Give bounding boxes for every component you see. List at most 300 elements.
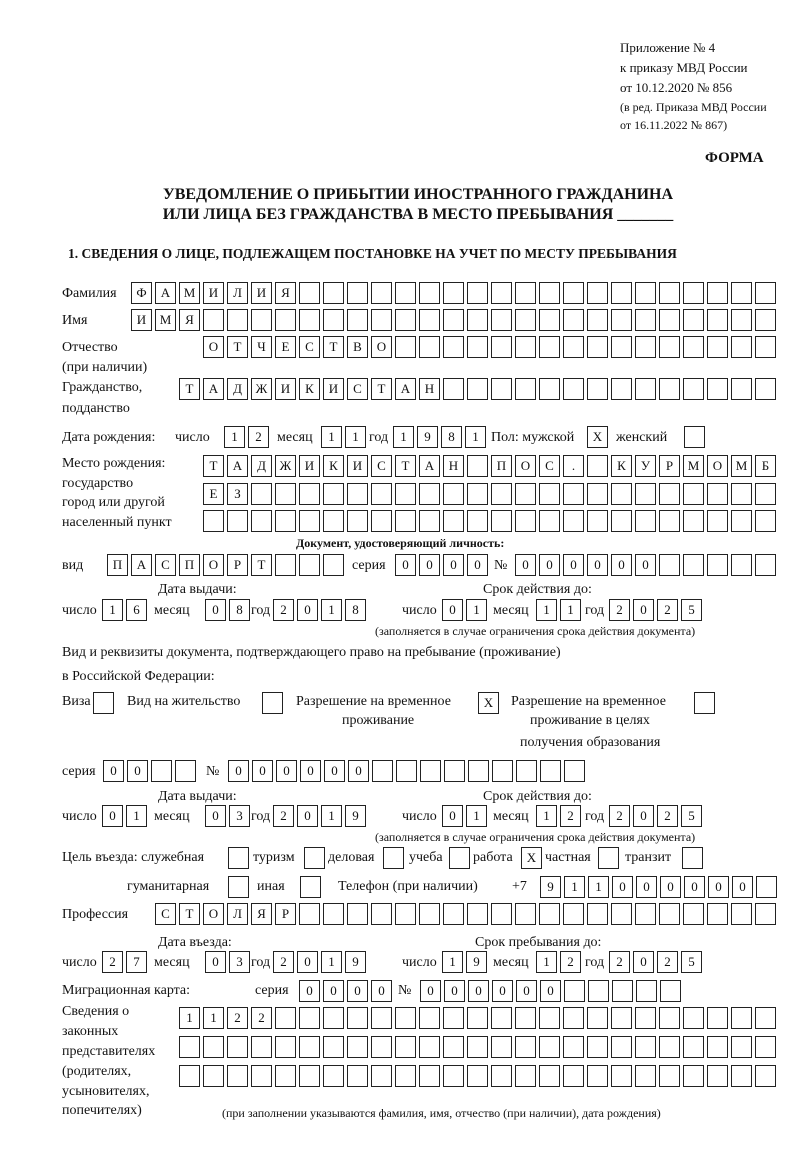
char-cell[interactable] (731, 378, 752, 400)
char-cell[interactable]: 0 (348, 760, 369, 782)
char-cell[interactable]: 0 (347, 980, 368, 1002)
char-cell[interactable]: И (131, 309, 152, 331)
char-cell[interactable] (635, 309, 656, 331)
char-cell[interactable]: О (371, 336, 392, 358)
char-cell[interactable] (731, 554, 752, 576)
char-cell[interactable] (227, 309, 248, 331)
char-cell[interactable]: Р (227, 554, 248, 576)
char-cell[interactable]: Т (371, 378, 392, 400)
purpose-private-checkbox[interactable] (598, 847, 619, 869)
char-cell[interactable] (515, 510, 536, 532)
char-cell[interactable]: 0 (395, 554, 416, 576)
char-cell[interactable] (683, 1065, 704, 1087)
char-cell[interactable] (683, 483, 704, 505)
char-cell[interactable] (371, 903, 392, 925)
char-cell[interactable]: И (347, 455, 368, 477)
char-cell[interactable] (707, 483, 728, 505)
entry-year-field[interactable] (273, 951, 366, 973)
char-cell[interactable] (587, 903, 608, 925)
char-cell[interactable]: 0 (228, 760, 249, 782)
char-cell[interactable] (611, 282, 632, 304)
char-cell[interactable]: 8 (229, 599, 250, 621)
char-cell[interactable]: Б (755, 455, 776, 477)
id-doc-number-field[interactable] (515, 554, 776, 576)
purpose-other-checkbox[interactable] (300, 876, 321, 898)
char-cell[interactable]: Ж (251, 378, 272, 400)
char-cell[interactable]: 0 (515, 554, 536, 576)
char-cell[interactable] (564, 980, 585, 1002)
char-cell[interactable] (323, 554, 344, 576)
char-cell[interactable] (443, 336, 464, 358)
char-cell[interactable]: 0 (102, 805, 123, 827)
char-cell[interactable]: 0 (660, 876, 681, 898)
char-cell[interactable] (491, 282, 512, 304)
char-cell[interactable]: Т (179, 378, 200, 400)
char-cell[interactable]: 9 (345, 805, 366, 827)
char-cell[interactable] (683, 336, 704, 358)
char-cell[interactable] (420, 760, 441, 782)
char-cell[interactable] (694, 692, 715, 714)
char-cell[interactable] (563, 282, 584, 304)
char-cell[interactable] (443, 1065, 464, 1087)
id-issue-day-field[interactable] (102, 599, 147, 621)
char-cell[interactable] (491, 309, 512, 331)
char-cell[interactable] (539, 1007, 560, 1029)
char-cell[interactable] (251, 510, 272, 532)
char-cell[interactable] (563, 378, 584, 400)
char-cell[interactable]: 0 (732, 876, 753, 898)
char-cell[interactable] (371, 1065, 392, 1087)
id-issue-month-field[interactable] (205, 599, 250, 621)
char-cell[interactable] (443, 309, 464, 331)
char-cell[interactable] (539, 1036, 560, 1058)
char-cell[interactable]: К (323, 455, 344, 477)
char-cell[interactable] (563, 903, 584, 925)
char-cell[interactable] (304, 847, 325, 869)
char-cell[interactable] (443, 282, 464, 304)
char-cell[interactable] (262, 692, 283, 714)
char-cell[interactable]: X (521, 847, 542, 869)
char-cell[interactable] (395, 1065, 416, 1087)
char-cell[interactable]: С (347, 378, 368, 400)
char-cell[interactable]: Н (419, 378, 440, 400)
char-cell[interactable] (731, 510, 752, 532)
char-cell[interactable]: И (275, 378, 296, 400)
char-cell[interactable] (395, 1036, 416, 1058)
char-cell[interactable] (443, 1036, 464, 1058)
char-cell[interactable] (564, 760, 585, 782)
char-cell[interactable]: 1 (442, 951, 463, 973)
char-cell[interactable] (275, 309, 296, 331)
char-cell[interactable]: 1 (321, 426, 342, 448)
char-cell[interactable]: 1 (345, 426, 366, 448)
char-cell[interactable] (635, 336, 656, 358)
char-cell[interactable] (449, 847, 470, 869)
char-cell[interactable]: А (395, 378, 416, 400)
char-cell[interactable]: 6 (126, 599, 147, 621)
char-cell[interactable]: 2 (273, 951, 294, 973)
char-cell[interactable]: X (587, 426, 608, 448)
char-cell[interactable] (227, 1036, 248, 1058)
char-cell[interactable]: 1 (179, 1007, 200, 1029)
char-cell[interactable]: В (347, 336, 368, 358)
char-cell[interactable]: 0 (611, 554, 632, 576)
char-cell[interactable]: 0 (276, 760, 297, 782)
char-cell[interactable] (395, 282, 416, 304)
char-cell[interactable] (539, 903, 560, 925)
char-cell[interactable]: 2 (273, 805, 294, 827)
char-cell[interactable] (347, 510, 368, 532)
char-cell[interactable]: 2 (657, 951, 678, 973)
char-cell[interactable] (251, 483, 272, 505)
char-cell[interactable]: М (683, 455, 704, 477)
char-cell[interactable] (299, 554, 320, 576)
char-cell[interactable] (275, 554, 296, 576)
char-cell[interactable]: 5 (681, 805, 702, 827)
representatives-field-row-1[interactable] (179, 1007, 776, 1029)
char-cell[interactable] (635, 510, 656, 532)
char-cell[interactable]: Л (227, 903, 248, 925)
char-cell[interactable] (515, 483, 536, 505)
profession-field[interactable] (155, 903, 776, 925)
char-cell[interactable]: А (419, 455, 440, 477)
char-cell[interactable] (636, 980, 657, 1002)
char-cell[interactable]: 0 (324, 760, 345, 782)
char-cell[interactable] (419, 309, 440, 331)
char-cell[interactable] (707, 1007, 728, 1029)
char-cell[interactable] (755, 903, 776, 925)
char-cell[interactable] (659, 554, 680, 576)
char-cell[interactable] (491, 510, 512, 532)
char-cell[interactable]: Р (659, 455, 680, 477)
char-cell[interactable] (323, 483, 344, 505)
char-cell[interactable] (587, 336, 608, 358)
char-cell[interactable] (611, 483, 632, 505)
char-cell[interactable]: 0 (633, 951, 654, 973)
char-cell[interactable] (443, 378, 464, 400)
id-doc-kind-field[interactable] (107, 554, 344, 576)
char-cell[interactable] (539, 1065, 560, 1087)
char-cell[interactable] (323, 309, 344, 331)
char-cell[interactable] (659, 309, 680, 331)
char-cell[interactable]: А (131, 554, 152, 576)
char-cell[interactable]: 0 (371, 980, 392, 1002)
char-cell[interactable] (251, 309, 272, 331)
char-cell[interactable] (611, 336, 632, 358)
char-cell[interactable] (563, 1036, 584, 1058)
char-cell[interactable] (587, 282, 608, 304)
char-cell[interactable] (395, 903, 416, 925)
char-cell[interactable] (684, 426, 705, 448)
char-cell[interactable] (299, 309, 320, 331)
char-cell[interactable]: Р (275, 903, 296, 925)
char-cell[interactable]: С (539, 455, 560, 477)
char-cell[interactable] (372, 760, 393, 782)
char-cell[interactable] (563, 483, 584, 505)
char-cell[interactable] (203, 1036, 224, 1058)
entry-month-field[interactable] (205, 951, 250, 973)
char-cell[interactable]: 1 (536, 599, 557, 621)
purpose-official-checkbox[interactable] (228, 847, 249, 869)
migration-series-field[interactable] (299, 980, 392, 1002)
char-cell[interactable] (683, 1007, 704, 1029)
char-cell[interactable]: 2 (609, 951, 630, 973)
char-cell[interactable] (515, 1036, 536, 1058)
char-cell[interactable]: 2 (657, 599, 678, 621)
char-cell[interactable]: 9 (466, 951, 487, 973)
char-cell[interactable] (587, 309, 608, 331)
char-cell[interactable] (707, 309, 728, 331)
char-cell[interactable] (396, 760, 417, 782)
char-cell[interactable] (299, 1065, 320, 1087)
char-cell[interactable] (659, 378, 680, 400)
char-cell[interactable]: 0 (563, 554, 584, 576)
char-cell[interactable] (491, 378, 512, 400)
char-cell[interactable]: Ч (251, 336, 272, 358)
char-cell[interactable] (228, 876, 249, 898)
char-cell[interactable] (515, 903, 536, 925)
char-cell[interactable] (755, 336, 776, 358)
char-cell[interactable]: О (203, 336, 224, 358)
char-cell[interactable]: М (179, 282, 200, 304)
char-cell[interactable] (515, 378, 536, 400)
char-cell[interactable]: 5 (681, 599, 702, 621)
char-cell[interactable]: М (155, 309, 176, 331)
char-cell[interactable] (611, 309, 632, 331)
id-valid-day-field[interactable] (442, 599, 487, 621)
char-cell[interactable] (491, 1036, 512, 1058)
char-cell[interactable]: О (203, 903, 224, 925)
purpose-study-checkbox[interactable] (449, 847, 470, 869)
char-cell[interactable] (563, 336, 584, 358)
char-cell[interactable] (467, 1036, 488, 1058)
sex-female-checkbox[interactable] (684, 426, 705, 448)
char-cell[interactable] (659, 1036, 680, 1058)
char-cell[interactable]: 1 (203, 1007, 224, 1029)
char-cell[interactable]: Т (227, 336, 248, 358)
stay-number-field[interactable] (228, 760, 585, 782)
char-cell[interactable]: 0 (443, 554, 464, 576)
char-cell[interactable]: 0 (420, 980, 441, 1002)
char-cell[interactable] (659, 903, 680, 925)
surname-field[interactable] (131, 282, 776, 304)
char-cell[interactable] (323, 1007, 344, 1029)
char-cell[interactable]: 0 (492, 980, 513, 1002)
char-cell[interactable] (419, 903, 440, 925)
dob-day-field[interactable] (224, 426, 269, 448)
char-cell[interactable]: И (251, 282, 272, 304)
char-cell[interactable] (491, 483, 512, 505)
char-cell[interactable]: 3 (229, 805, 250, 827)
char-cell[interactable]: 0 (636, 876, 657, 898)
char-cell[interactable] (203, 510, 224, 532)
char-cell[interactable]: 0 (633, 805, 654, 827)
purpose-work-checkbox[interactable] (521, 847, 542, 869)
char-cell[interactable] (683, 554, 704, 576)
char-cell[interactable] (635, 1065, 656, 1087)
char-cell[interactable] (683, 903, 704, 925)
char-cell[interactable] (611, 378, 632, 400)
char-cell[interactable] (395, 309, 416, 331)
char-cell[interactable] (587, 1007, 608, 1029)
char-cell[interactable] (539, 282, 560, 304)
char-cell[interactable]: 2 (609, 599, 630, 621)
char-cell[interactable] (587, 483, 608, 505)
visa-checkbox[interactable] (93, 692, 114, 714)
char-cell[interactable] (323, 1065, 344, 1087)
char-cell[interactable] (756, 876, 777, 898)
char-cell[interactable] (203, 1065, 224, 1087)
char-cell[interactable]: Д (251, 455, 272, 477)
char-cell[interactable]: И (323, 378, 344, 400)
stay-series-field[interactable] (103, 760, 196, 782)
pob-field-row-3[interactable] (203, 510, 776, 532)
char-cell[interactable]: С (299, 336, 320, 358)
char-cell[interactable]: Д (227, 378, 248, 400)
char-cell[interactable] (587, 510, 608, 532)
char-cell[interactable]: 2 (102, 951, 123, 973)
char-cell[interactable] (467, 378, 488, 400)
char-cell[interactable]: Е (275, 336, 296, 358)
char-cell[interactable]: . (563, 455, 584, 477)
char-cell[interactable] (275, 483, 296, 505)
name-field[interactable] (131, 309, 776, 331)
char-cell[interactable]: 1 (321, 805, 342, 827)
stay-issue-month-field[interactable] (205, 805, 250, 827)
char-cell[interactable] (347, 903, 368, 925)
char-cell[interactable]: 0 (587, 554, 608, 576)
char-cell[interactable] (755, 1007, 776, 1029)
char-cell[interactable]: 1 (536, 951, 557, 973)
char-cell[interactable] (419, 483, 440, 505)
char-cell[interactable]: 2 (657, 805, 678, 827)
char-cell[interactable] (227, 510, 248, 532)
char-cell[interactable] (467, 510, 488, 532)
char-cell[interactable]: 0 (205, 805, 226, 827)
char-cell[interactable] (755, 483, 776, 505)
char-cell[interactable] (539, 309, 560, 331)
char-cell[interactable] (395, 510, 416, 532)
char-cell[interactable] (491, 336, 512, 358)
char-cell[interactable] (755, 510, 776, 532)
char-cell[interactable] (588, 980, 609, 1002)
char-cell[interactable] (755, 309, 776, 331)
char-cell[interactable] (515, 309, 536, 331)
char-cell[interactable] (731, 1065, 752, 1087)
char-cell[interactable] (467, 1065, 488, 1087)
purpose-humanitarian-checkbox[interactable] (228, 876, 249, 898)
char-cell[interactable] (275, 1065, 296, 1087)
char-cell[interactable] (612, 980, 633, 1002)
char-cell[interactable] (467, 282, 488, 304)
char-cell[interactable]: 0 (444, 980, 465, 1002)
char-cell[interactable] (395, 1007, 416, 1029)
char-cell[interactable] (598, 847, 619, 869)
char-cell[interactable] (419, 1036, 440, 1058)
char-cell[interactable] (539, 378, 560, 400)
char-cell[interactable] (492, 760, 513, 782)
char-cell[interactable] (611, 1007, 632, 1029)
char-cell[interactable]: 0 (539, 554, 560, 576)
char-cell[interactable] (731, 483, 752, 505)
char-cell[interactable]: П (491, 455, 512, 477)
char-cell[interactable] (299, 282, 320, 304)
char-cell[interactable] (371, 510, 392, 532)
representatives-field-row-2[interactable] (179, 1036, 776, 1058)
char-cell[interactable]: 0 (297, 951, 318, 973)
char-cell[interactable] (371, 1036, 392, 1058)
stay-until-day-field[interactable] (442, 951, 487, 973)
char-cell[interactable] (660, 980, 681, 1002)
char-cell[interactable] (179, 1036, 200, 1058)
char-cell[interactable]: 0 (297, 599, 318, 621)
char-cell[interactable] (707, 903, 728, 925)
char-cell[interactable]: 0 (127, 760, 148, 782)
char-cell[interactable] (419, 282, 440, 304)
id-valid-month-field[interactable] (536, 599, 581, 621)
char-cell[interactable] (515, 1007, 536, 1029)
char-cell[interactable] (635, 903, 656, 925)
char-cell[interactable] (444, 760, 465, 782)
char-cell[interactable] (755, 554, 776, 576)
char-cell[interactable] (347, 1007, 368, 1029)
char-cell[interactable] (228, 847, 249, 869)
char-cell[interactable] (323, 1036, 344, 1058)
char-cell[interactable] (683, 1036, 704, 1058)
migration-number-field[interactable] (420, 980, 681, 1002)
char-cell[interactable]: 1 (224, 426, 245, 448)
char-cell[interactable]: П (107, 554, 128, 576)
char-cell[interactable] (443, 510, 464, 532)
char-cell[interactable] (347, 309, 368, 331)
char-cell[interactable]: 1 (466, 599, 487, 621)
id-issue-year-field[interactable] (273, 599, 366, 621)
char-cell[interactable] (275, 1007, 296, 1029)
char-cell[interactable] (731, 1036, 752, 1058)
char-cell[interactable] (659, 483, 680, 505)
char-cell[interactable]: У (635, 455, 656, 477)
char-cell[interactable]: 1 (126, 805, 147, 827)
char-cell[interactable]: 0 (540, 980, 561, 1002)
char-cell[interactable]: 0 (468, 980, 489, 1002)
char-cell[interactable] (395, 336, 416, 358)
representatives-field-row-3[interactable] (179, 1065, 776, 1087)
stay-valid-year-field[interactable] (609, 805, 702, 827)
char-cell[interactable] (659, 510, 680, 532)
char-cell[interactable] (539, 336, 560, 358)
char-cell[interactable] (179, 1065, 200, 1087)
char-cell[interactable] (635, 282, 656, 304)
char-cell[interactable] (467, 483, 488, 505)
char-cell[interactable]: Т (323, 336, 344, 358)
char-cell[interactable]: 0 (252, 760, 273, 782)
char-cell[interactable]: 9 (345, 951, 366, 973)
char-cell[interactable] (611, 903, 632, 925)
char-cell[interactable]: О (203, 554, 224, 576)
char-cell[interactable] (707, 1065, 728, 1087)
phone-field[interactable] (540, 876, 777, 898)
char-cell[interactable]: 8 (441, 426, 462, 448)
char-cell[interactable] (371, 483, 392, 505)
char-cell[interactable] (151, 760, 172, 782)
pob-field-row-1[interactable] (203, 455, 776, 477)
char-cell[interactable]: 0 (103, 760, 124, 782)
char-cell[interactable] (299, 1036, 320, 1058)
char-cell[interactable]: 1 (465, 426, 486, 448)
char-cell[interactable] (93, 692, 114, 714)
char-cell[interactable]: 2 (609, 805, 630, 827)
char-cell[interactable] (395, 483, 416, 505)
